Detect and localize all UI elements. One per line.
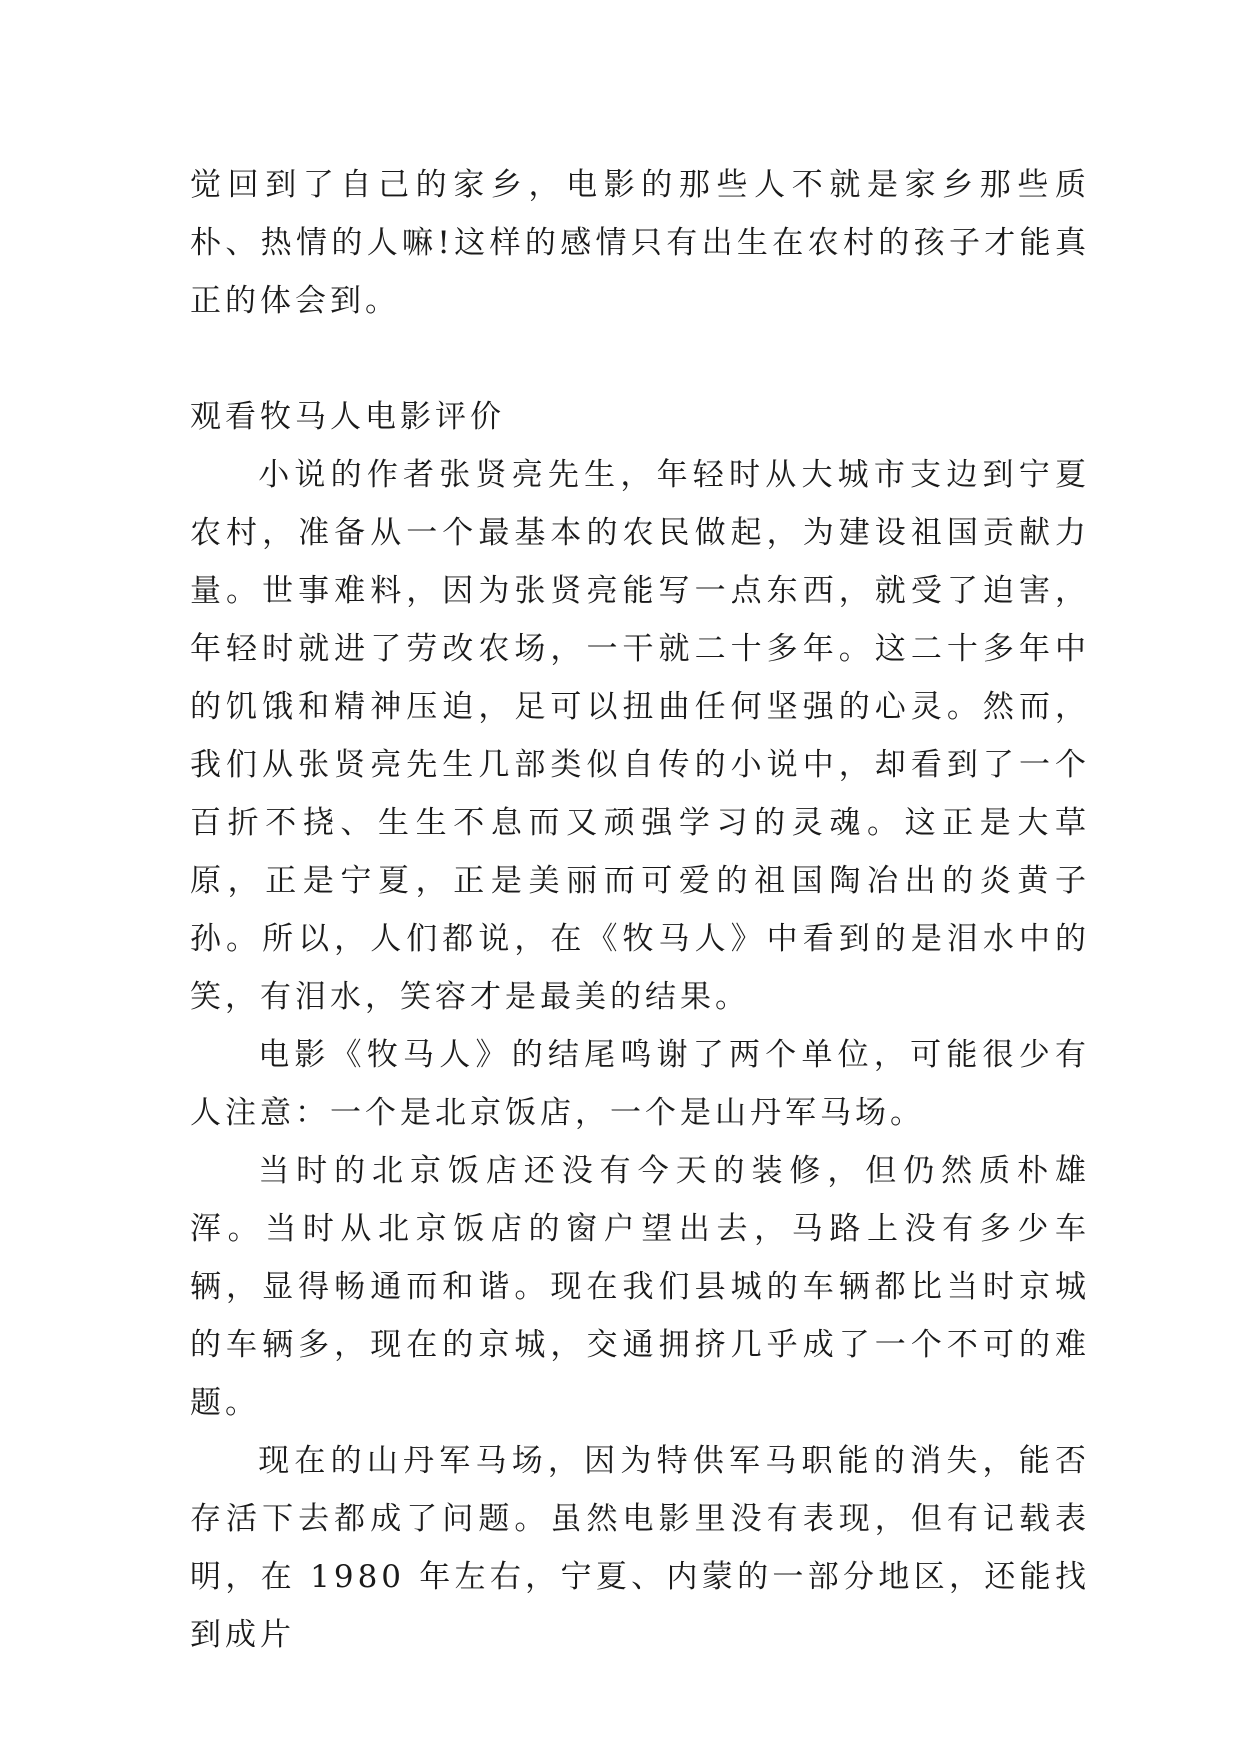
paragraph-shandan-ranch: 现在的山丹军马场，因为特供军马职能的消失，能否存活下去都成了问题。虽然电影里没有表现，但有记载表明，在 1980 年左右，宁夏、内蒙的一部分地区，还能找到成片 [190, 1443, 1090, 1653]
document-body [190, 156, 1090, 1664]
paragraph-credits: 电影《牧马人》的结尾鸣谢了两个单位，可能很少有人注意：一个是北京饭店，一个是山丹军马场。 [190, 1037, 1090, 1131]
section-heading: 观看牧马人电影评价 [190, 399, 505, 435]
paragraph-author: 小说的作者张贤亮先生，年轻时从大城市支边到宁夏农村，准备从一个最基本的农民做起，为建设祖国贡献力量。世事难料，因为张贤亮能写一点东西，就受了迫害，年轻时就进了劳改农场，一干就二十多年。这二十多年中的饥饿和精神压迫，足可以扭曲任何坚强的心灵。然而，我们从张贤亮先生几部类似自传的小说中，却看到了一个百折不挠、生生不息而又顽强学习的灵魂。这正是大草原，正是宁夏，正是美丽而可爱的祖国陶冶出的炎黄子孙。所以，人们都说，在《牧马人》中看到的是泪水中的笑，有泪水，笑容才是最美的结果。 [190, 457, 1090, 1015]
paragraph-continuation: 觉回到了自己的家乡，电影的那些人不就是家乡那些质朴、热情的人嘛!这样的感情只有出生在农村的孩子才能真正的体会到。 [190, 167, 1090, 319]
paragraph-beijing-hotel: 当时的北京饭店还没有今天的装修，但仍然质朴雄浑。当时从北京饭店的窗户望出去，马路上没有多少车辆，显得畅通而和谐。现在我们县城的车辆都比当时京城的车辆多，现在的京城，交通拥挤几乎成了一个不可的难题。 [190, 1153, 1090, 1421]
